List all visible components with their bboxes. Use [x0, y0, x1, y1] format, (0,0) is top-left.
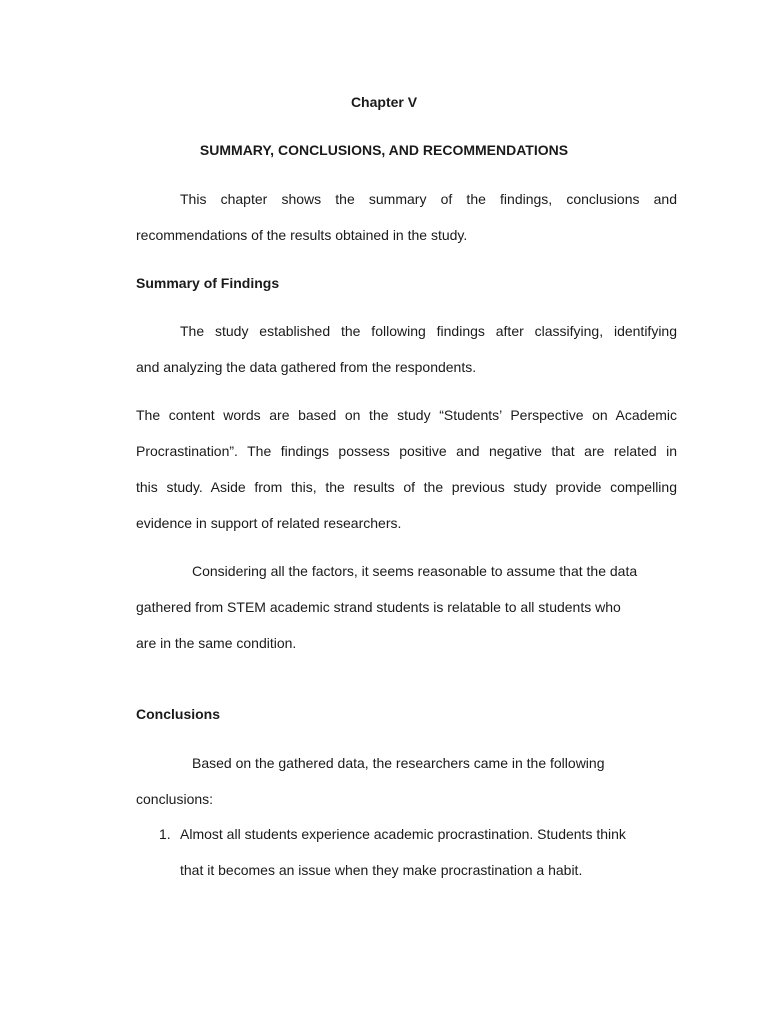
summary-p3-line-1: Considering all the factors, it seems reasonable to assume that the data [192, 563, 638, 579]
summary-p1-line-1: The study established the following findings after classifying, identifying [180, 323, 677, 339]
conclusions-intro-line-2: conclusions: [136, 791, 214, 807]
conclusions-intro-line-1: Based on the gathered data, the researchers came in the following [192, 755, 605, 771]
conclusions-heading: Conclusions [136, 706, 221, 722]
summary-p1-line-2: and analyzing the data gathered from the respondents. [136, 359, 477, 375]
list-item-line-1: Almost all students experience academic procrastination. Students think [180, 826, 626, 842]
chapter-title: SUMMARY, CONCLUSIONS, AND RECOMMENDATIONS [199, 142, 569, 158]
summary-p3-line-3: are in the same condition. [136, 635, 297, 651]
summary-p2-line-2: Procrastination”. The findings possess positive and negative that are related in [136, 443, 677, 459]
intro-line-1: This chapter shows the summary of the findings, conclusions and [180, 191, 677, 207]
summary-p2-line-4: evidence in support of related researchers. [136, 515, 402, 531]
chapter-label: Chapter V [350, 94, 418, 110]
summary-p2-line-3: this study. Aside from this, the results of the previous study provide compelling [136, 479, 677, 495]
list-item-number: 1. [159, 826, 171, 842]
intro-line-2: recommendations of the results obtained in the study. [136, 227, 468, 243]
summary-p3-line-2: gathered from STEM academic strand students is relatable to all students who [136, 599, 621, 615]
summary-p2-line-1: The content words are based on the study “Students’ Perspective on Academic [136, 407, 677, 423]
summary-heading: Summary of Findings [136, 275, 280, 291]
list-item-line-2: that it becomes an issue when they make procrastination a habit. [180, 862, 583, 878]
